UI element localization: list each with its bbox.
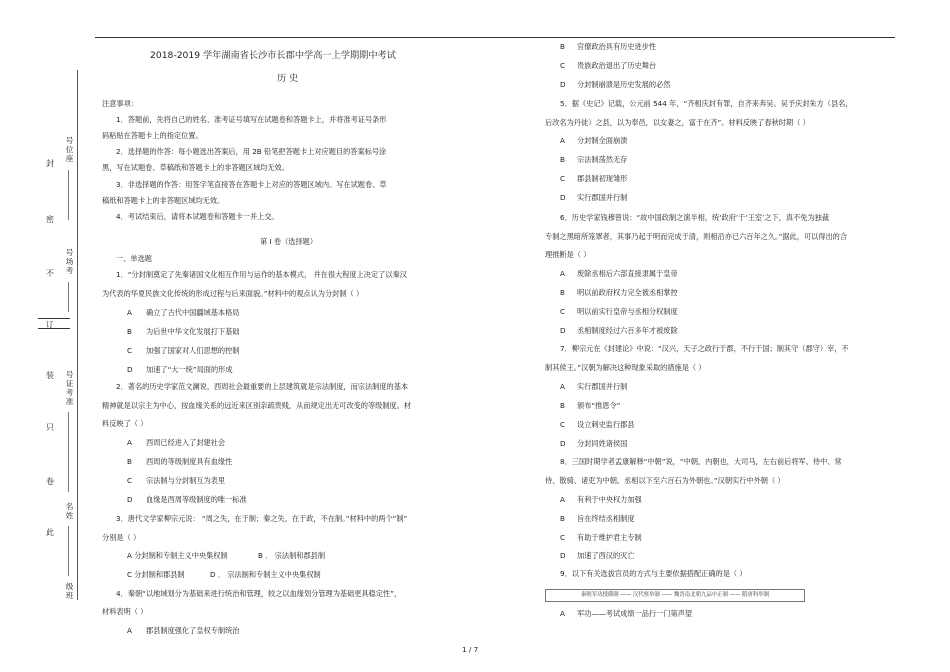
section-title: 一、单选题 [116,254,152,263]
option-text[interactable]: 实行郡国并行制 [577,382,628,391]
seat-number-label: 号位座 [65,136,74,163]
option-text[interactable]: 宗法制与分封制互为表里 [146,476,226,485]
option-text[interactable]: 郡县制度强化了皇权专制统治 [146,626,240,635]
question-2-stem: 料反映了（ ） [102,419,148,428]
option-key: C [560,61,566,70]
option-key: D [560,80,566,89]
option-key: C [560,174,566,183]
option-text[interactable]: 血缘是西周等级制度的唯一标准 [146,495,247,504]
question-stem: 理推断是（ ） [545,250,591,259]
question-stem: 制其侯王。”汉朝为解决这种现象采取的措施是（ ） [545,363,706,372]
option-text[interactable]: 颁布“推恩令” [577,401,621,410]
option-key: D [560,193,566,202]
option-key: D [127,365,133,374]
question-4-stem: 材料表明（ ） [102,607,148,616]
seal-char-7: 卷 [46,477,54,486]
question-stem: 5．据《史记》记载，公元前 544 年，“齐相庆封有罪，自齐来奔吴。吴予庆封朱方（县名， [560,99,853,108]
question-stem: 6．历史学家钱穆曾说：“故中国政制之演半相，统‘政府’于‘王室’之下，真不免为独裁 [560,213,830,222]
subject-title: 历 史 [277,73,299,84]
option-text[interactable]: 丞相制度经过六百多年才被废除 [577,326,678,335]
option-pair[interactable]: C 分封制和郡县制 [127,570,185,579]
option-key: B [560,155,565,164]
seal-box-bottom [38,328,70,329]
option-key: D [560,439,566,448]
seal-char-2: 密 [46,215,54,224]
notice-line: 1．答题前，先将自己的姓名、准考证号填写在试题卷和答题卡上，并将准考证号条形 [116,115,387,124]
option-text[interactable]: 实行郡国并行制 [577,193,628,202]
option-pair[interactable]: B ． 宗法制和郡县制 [258,551,326,560]
option-key: A [560,609,565,618]
admission-number-label: 号证考准 [65,370,74,406]
option-text[interactable]: 西周已经进入了封建社会 [146,438,226,447]
option-key: D [560,551,566,560]
option-key: C [560,533,566,542]
option-pair[interactable]: D ． 宗法制和专制主义中央集权制 [210,570,321,579]
option-pair[interactable]: A 分封制和专制主义中央集权制 [127,551,228,560]
option-key: B [127,327,132,336]
option-text[interactable]: 旨在终结丞相制度 [577,514,635,523]
name-label: 名姓 [65,502,74,520]
option-text[interactable]: 宗法制荡然无存 [577,155,628,164]
question-stem: 9．以下有关选拔官员的方式与主要依据搭配正确的是（ ） [560,569,747,578]
option-text[interactable]: 设立刺史监行郡县 [577,420,635,429]
option-text[interactable]: 贵族政治退出了历史舞台 [577,61,657,70]
option-key: A [127,626,132,635]
seal-char-6: 只 [46,423,54,432]
exam-room-label: 号场考 [65,248,74,275]
notice-line: 稿纸和答题卡上的非答题区域均无效。 [102,196,225,205]
option-key: D [127,495,133,504]
seal-char-1: 封 [46,159,54,168]
option-key: A [560,269,565,278]
seal-char-5: 装 [46,371,54,380]
option-text[interactable]: 加强了国家对人们思想的控制 [146,346,240,355]
question-9-figure: 秦朝军功授爵制 —— 汉代察举制 —— 魏晋南北朝九品中正制 —— 隋唐科举制 [545,589,805,602]
option-text[interactable]: 分封制崩溃是历史发展的必然 [577,80,671,89]
option-text[interactable]: 确立了古代中国疆域基本格局 [146,308,240,317]
part-title: 第 I 卷（选择题） [260,237,318,246]
notice-heading: 注意事项： [102,99,138,108]
notice-line: 4．考试结束后，请将本试题卷和答题卡一并上交。 [116,212,279,221]
option-text[interactable]: 加速了“大一统”局面的形成 [146,365,233,374]
option-key: B [560,401,565,410]
seal-char-3: 不 [46,269,54,278]
option-key: A [560,382,565,391]
option-text[interactable]: 郡县制初现雏形 [577,174,628,183]
class-label: 级班 [65,582,74,600]
page-number: 1 / 7 [462,645,479,654]
option-key: A [127,438,132,447]
notice-line: 码粘贴在答题卡上的指定位置。 [102,131,203,140]
option-text[interactable]: 西周的等级制度具有血缘性 [146,457,233,466]
option-key: A [127,308,132,317]
option-key: B [560,514,565,523]
seal-char-8: 此 [46,528,54,537]
question-3-stem: 分别是（ ） [102,533,141,542]
option-key: A [560,495,565,504]
option-text[interactable]: 加速了西汉的灭亡 [577,551,635,560]
option-key: C [560,307,566,316]
admission-number-line [68,412,69,492]
seat-number-line [68,170,69,220]
option-text[interactable]: 为后世中华文化发展打下基础 [146,327,240,336]
option-key: B [560,288,565,297]
option-key: A [560,136,565,145]
option-key: B [127,457,132,466]
option-text[interactable]: 分封制全面崩溃 [577,136,628,145]
question-stem: 8．三国时期学者孟康解释“中朝”说，“中朝，内朝也，大司马，左右前后将军、侍中、常 [560,457,842,466]
option-key: B [560,42,565,51]
option-text[interactable]: 明以前实行皇帝与丞相分权制度 [577,307,678,316]
exam-title: 2018-2019 学年湖南省长沙市长郡中学高一上学期期中考试 [150,50,396,61]
option-text[interactable]: 军功——考试成绩一品行一门第声望 [577,609,693,618]
question-2-stem: 2．著名的历史学家范文澜说，西周社会最重要的上层建筑就是宗法制度，而宗法制度的基本 [116,382,409,391]
notice-line: 黑，写在试题卷、草稿纸和答题卡上的非答题区域均无效。 [102,163,289,172]
option-text[interactable]: 分封同姓诸侯国 [577,439,628,448]
question-stem: 专制之黑暗所笼罩者，其事乃起于明而完成于清，则相沿亦已六百年之久。”据此，可以得出的合 [545,232,848,241]
notice-line: 3．非选择题的作答：用签字笔直接答在答题卡上对应的答题区域内。写在试题卷、草 [116,180,387,189]
exam-room-line [68,282,69,312]
option-text[interactable]: 有助于维护君主专制 [577,533,642,542]
question-2-stem: 精神就是以宗主为中心，按血缘关系的远近来区别亲疏贵贱，从而规定出无可改变的等级制度。材 [102,401,412,410]
notice-line: 2．选择题的作答：每小题选出答案后，用 2B 铅笔把答题卡上对应题目的答案标号涂 [116,147,387,156]
name-line [68,526,69,576]
seal-box-top [38,318,70,319]
binding-line [77,70,78,600]
option-key: C [127,346,133,355]
option-text[interactable]: 有利于中央权力加强 [577,495,642,504]
seal-char-4: 订 [46,320,54,329]
option-key: D [560,326,566,335]
question-stem: 侍、散骑、诸吏为中朝。丞相以下至六百石为外朝也。”汉朝实行中外朝（ ） [545,476,785,485]
question-stem: 后改名为丹徒）之县，以为奉邑，以女妻之，富于在齐”。材料反映了春秋时期（ ） [545,118,810,127]
option-text[interactable]: 明以前政府权力完全被丞相掌控 [577,288,678,297]
question-stem: 7．柳宗元在《封建论》中说：“汉兴，天子之政行于郡，不行于国；制其守（郡守）宰，不 [560,344,849,353]
option-text[interactable]: 废除丞相后六部直接隶属于皇帝 [577,269,678,278]
option-key: C [560,420,566,429]
top-border [95,37,895,38]
question-4-stem: 4．秦朝“以地域划分为基础来进行统治和管理，较之以血缘划分管理为基础更具稳定性”， [116,589,402,598]
question-3-stem: 3．唐代文学家柳宗元说： “周之失，在于制；秦之失，在于政，不在制。”材料中的两个“制” [116,514,408,523]
option-text[interactable]: 官僚政治具有历史进步性 [577,42,657,51]
question-1-stem: 1．“分封制奠定了先秦诸国文化相互作用与运作的基本模式， 并在很大程度上决定了以秦汉 [116,270,407,279]
option-key: C [127,476,133,485]
question-1-stem: 为代表的华夏民族文化传统的形成过程与后来面貌。”材料中的观点认为分封制（ ） [102,289,364,298]
